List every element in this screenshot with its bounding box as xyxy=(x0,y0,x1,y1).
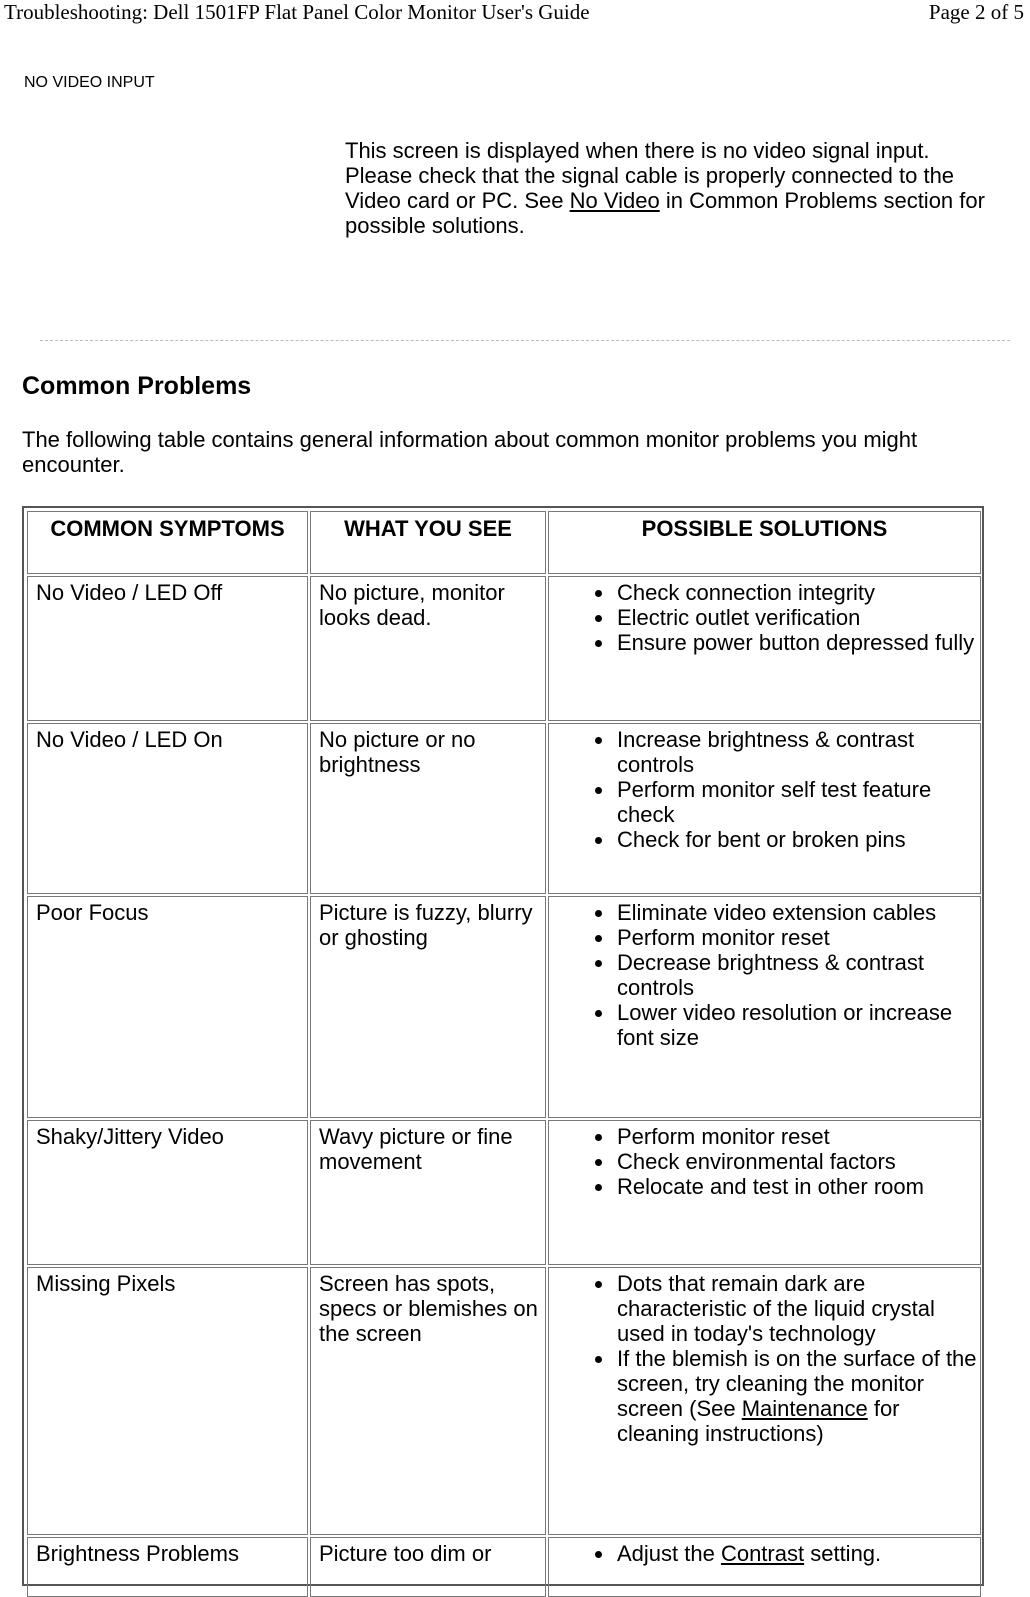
solution-item: Ensure power button depressed fully xyxy=(617,630,980,655)
bullet-icon xyxy=(595,787,602,794)
table-row-solutions xyxy=(548,1120,981,1265)
section-title: Common Problems xyxy=(22,372,252,400)
table-row-solutions xyxy=(548,576,981,721)
table-row-solutions xyxy=(548,1267,981,1535)
bullet-icon xyxy=(595,1184,602,1191)
bullet-icon xyxy=(595,737,602,744)
table-row-solutions xyxy=(548,896,981,1118)
table-row-solutions xyxy=(548,723,981,894)
header-possible-solutions: POSSIBLE SOLUTIONS xyxy=(548,511,981,574)
solution-item: Relocate and test in other room xyxy=(617,1174,980,1199)
table-row-symptom: Missing Pixels xyxy=(27,1267,308,1535)
bullet-icon xyxy=(595,640,602,647)
solution-item: Decrease brightness & contrast controls xyxy=(617,950,980,1000)
bullet-icon xyxy=(595,1159,602,1166)
table-row-symptom: Shaky/Jittery Video xyxy=(27,1120,308,1265)
bullet-icon xyxy=(595,1010,602,1017)
solution-item: Electric outlet verification xyxy=(617,605,980,630)
bullet-icon xyxy=(595,837,602,844)
bullet-icon xyxy=(595,1281,602,1288)
section-intro: The following table contains general information about common monitor problems you might encounter. xyxy=(22,427,918,477)
bullet-icon xyxy=(595,910,602,917)
table-row-see: Picture is fuzzy, blurry or ghosting xyxy=(310,896,546,1118)
no-video-heading: NO VIDEO INPUT xyxy=(24,74,155,91)
solution-item: Perform monitor reset xyxy=(617,925,980,950)
page-number: Page 2 of 5 xyxy=(928,0,1024,24)
bullet-icon xyxy=(595,1551,602,1558)
bullet-icon xyxy=(595,935,602,942)
solution-item: Lower video resolution or increase font size xyxy=(617,1000,980,1050)
bullet-icon xyxy=(595,1356,602,1363)
solution-item: Check environmental factors xyxy=(617,1149,980,1174)
solution-item: If the blemish is on the surface of the screen, try cleaning the monitor screen (See Maintenance for cleaning instructions) xyxy=(617,1346,980,1446)
solution-item: Dots that remain dark are characteristic of the liquid crystal used in today's technology xyxy=(617,1271,980,1346)
page-header xyxy=(0,0,1030,30)
table-row-symptom: No Video / LED On xyxy=(27,723,308,894)
no-video-text-part-end: in Common Problems section for possible solutions. xyxy=(345,188,985,238)
header-common-symptoms: COMMON SYMPTOMS xyxy=(27,511,308,574)
solution-item: Perform monitor reset xyxy=(617,1124,980,1149)
table-row-see: No picture or no brightness xyxy=(310,723,546,894)
bullet-icon xyxy=(595,615,602,622)
no-video-text xyxy=(345,138,995,238)
header-what-you-see: WHAT YOU SEE xyxy=(310,511,546,574)
common-problems-table xyxy=(22,506,984,1586)
table-row-symptom: No Video / LED Off xyxy=(27,576,308,721)
table-row-see: Screen has spots, specs or blemishes on the screen xyxy=(310,1267,546,1535)
bullet-icon xyxy=(595,590,602,597)
solution-item: Increase brightness & contrast controls xyxy=(617,727,980,777)
document-title: Troubleshooting: Dell 1501FP Flat Panel Color Monitor User's Guide xyxy=(4,0,590,24)
solution-item: Eliminate video extension cables xyxy=(617,900,980,925)
table-row-symptom: Poor Focus xyxy=(27,896,308,1118)
solution-item: Perform monitor self test feature check xyxy=(617,777,980,827)
divider xyxy=(40,340,1010,341)
table-row-symptom: Brightness Problems xyxy=(27,1537,308,1597)
bullet-icon xyxy=(595,1134,602,1141)
table-row-see: Picture too dim or xyxy=(310,1537,546,1597)
table-row-see: Wavy picture or fine movement xyxy=(310,1120,546,1265)
contrast-link[interactable]: Contrast xyxy=(720,1541,805,1566)
maintenance-link[interactable]: Maintenance xyxy=(741,1396,868,1421)
no-video-text-part: This screen is displayed when there is no video signal input. Please check that the signal cable is properly connected to the Video card or PC. See xyxy=(345,138,955,213)
table-row-solutions xyxy=(548,1537,981,1597)
table-row-see: No picture, monitor looks dead. xyxy=(310,576,546,721)
solution-item: Adjust the Contrast setting. xyxy=(617,1541,980,1566)
no-video-link[interactable]: No Video xyxy=(569,188,660,213)
solution-item: Check for bent or broken pins xyxy=(617,827,980,852)
bullet-icon xyxy=(595,960,602,967)
solution-item: Check connection integrity xyxy=(617,580,980,605)
